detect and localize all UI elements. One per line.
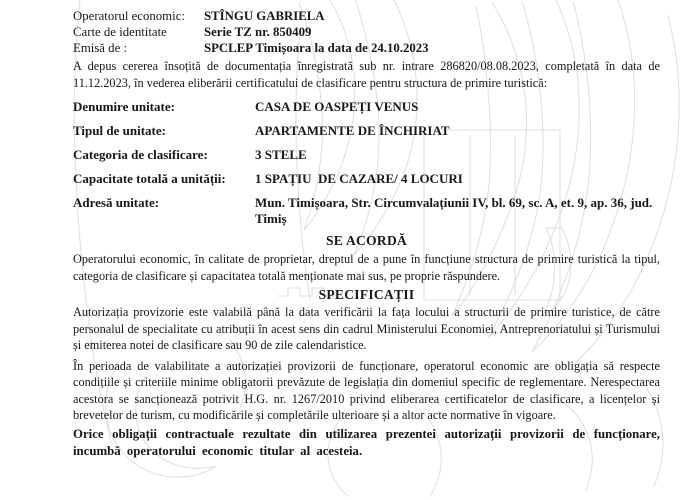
field-label: Denumire unitate: [73, 99, 175, 114]
field-value: Mun. Timișoara, Str. Circumvalațiunii IV, bl. 69, sc. A, et. 9, ap. 36, jud. Timiș [255, 195, 656, 226]
unit-details [73, 99, 660, 227]
field-row-issued-by [73, 40, 660, 56]
closing-paragraph: Orice obligații contractuale rezultate din utilizarea prezentei autorizații provizorii de funcționare, incumbă operatorului economic titular al acesteia. [73, 426, 660, 458]
field-row-operator [73, 8, 660, 24]
field-row-capacity [73, 171, 660, 187]
field-value: Serie TZ nr. 850409 [204, 25, 312, 39]
section-heading-specificatii: SPECIFICAȚII [318, 287, 415, 302]
field-label: Carte de identitate [73, 25, 167, 39]
field-label: Capacitate totală a unității: [73, 171, 226, 186]
field-label: Tipul de unitate: [73, 123, 166, 138]
field-row-unit-type [73, 123, 660, 139]
field-value: STÎNGU GABRIELA [204, 9, 325, 23]
field-row-unit-name [73, 99, 660, 115]
field-label: Adresă unitate: [73, 195, 160, 210]
field-value: APARTAMENTE DE ÎNCHIRIAT [255, 123, 450, 138]
field-value: SPCLEP Timișoara la data de 24.10.2023 [204, 41, 429, 55]
field-row-classification [73, 147, 660, 163]
section-heading-se-acorda: SE ACORDĂ [325, 233, 408, 248]
intro-paragraph: A depus cererea însoțită de documentația înregistrată sub nr. intrare 286820/08.08.2023, completată în data de 11.12.2023, în vederea eliberării certificatului de clasificare pentru structura de primire turistică: [73, 59, 660, 90]
specificatii-paragraph-2: În perioada de valabilitate a autorizației provizorii de funcționare, operatorul economic are obligația să respecte condițiile și criteriile minime obligatorii prevăzute de legislația din domeniul specific de reglementare. Nerespectarea acestora se sancționează potrivit H.G. nr. 1267/2010 privind eliberarea certificatelor de clasificare, a licențelor și brevetelor de turism, cu modificările și completările ulterioare și a altor acte normative în vigoare. [73, 358, 660, 422]
field-value: 3 STELE [255, 147, 307, 162]
document-content [73, 8, 660, 460]
field-label: Emisă de : [73, 41, 128, 55]
specificatii-paragraph-1: Autorizația provizorie este valabilă până la data verificării la fața locului a structurii de primire turistice, de către personalul de specialitate cu atribuții în acest sens din cadrul Ministerului Economiei, Antreprenoriatului și Turismului și emiterea notei de clasificare sau 90 de zile calendaristice. [73, 305, 660, 352]
field-row-identity-card [73, 24, 660, 40]
se-acorda-paragraph: Operatorului economic, în calitate de proprietar, dreptul de a pune în funcțiune structura de primire turistică la tipul, categoria de clasificare și capacitatea totală menționate mai sus, pe proprie răspundere. [73, 252, 660, 283]
field-label: Categoria de clasificare: [73, 147, 208, 162]
field-value: CASA DE OASPEȚI VENUS [255, 99, 419, 114]
field-value: 1 SPAȚIU DE CAZARE/ 4 LOCURI [255, 171, 463, 186]
field-row-address [73, 195, 660, 227]
field-label: Operatorul economic: [73, 9, 185, 23]
